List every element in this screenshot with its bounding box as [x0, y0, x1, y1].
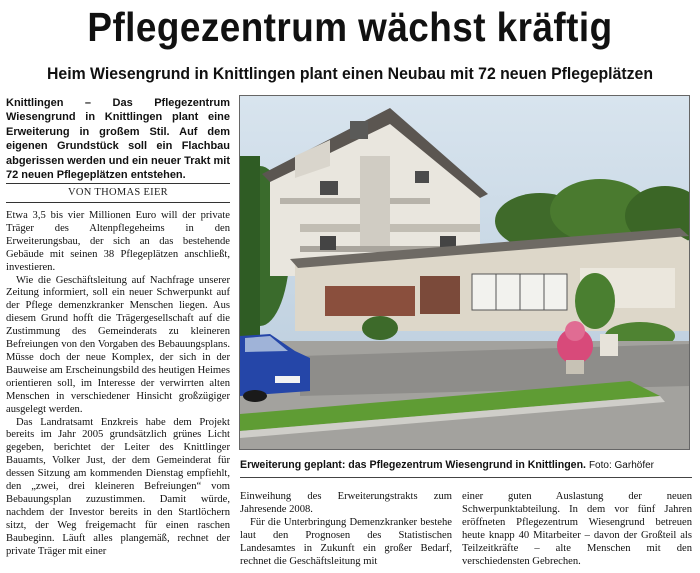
caption-text: Erweiterung geplant: das Pflegezentrum Wiesengrund in Knittlingen.: [240, 459, 586, 471]
paragraph: Das Landratsamt Enzkreis habe dem Projekt bereits im Jahr 2005 grundsätzlich grünes Licht gegeben, berichtet der Leiter des Knittlinger Bauamts, Volker Just, der dem Gemeinderat für dessen Sitzung am kommenden Dienstag empfiehlt, den „zwei, drei kleineren Befreiungen“ vom Bebauungsplan zuzustimmen. Damit würde, nachdem der Investor bereits in den Startlöchern sitzt, der Weg freigemacht für einen raschen Baubeginn. Läuft alles plangemäß, rechnet der private Träger mit einer: [6, 416, 230, 557]
article-column-3: [462, 491, 692, 573]
paragraph: Einweihung des Erweiterungstrakts zum Jahresende 2008.: [240, 491, 452, 515]
byline-rule-top: [6, 183, 230, 184]
article-column-2: [240, 491, 452, 573]
paragraph: Etwa 3,5 bis vier Millionen Euro will der private Träger des Altenpflegeheims in den Erweiterungsbau, der sich an das bestehende Gebäude mit seinen 38 Pflegeplätzen anschließt, investieren.: [6, 210, 230, 273]
byline-rule-bottom: [6, 202, 230, 203]
photo-credit: Foto: Garhöfer: [588, 460, 654, 471]
paragraph: einer guten Auslastung der neuen Schwerpunktabteilung. In dem vor fünf Jahren eröffneten Pflegezentrum Wiesengrund betreuen heute knapp 40 Mitarbeiter – davon der Großteil als Teilzeitkräfte – alte Menschen mit den verschiedensten Gebrechen.: [462, 491, 692, 567]
headline: Pflegezentrum wächst kräftig: [87, 4, 613, 50]
subheadline: Heim Wiesengrund in Knittlingen plant einen Neubau mit 72 neuen Pflegeplätzen: [47, 64, 653, 83]
article-column-1: [6, 210, 230, 572]
lead-paragraph: Knittlingen – Das Pflegezentrum Wiesengrund in Knittlingen plant eine Erweiterung in großem Stil. Auf dem eigenen Grundstück soll ein Flachbau abgerissen werden und ein neuer Trakt mit 72 neuen Pflegeplätzen entstehen.: [6, 97, 230, 182]
paragraph: Wie die Geschäftsleitung auf Nachfrage unserer Zeitung informiert, soll ein neuer Schwerpunkt auf der Pflege demenzkranker Menschen liegen. Aus diesem Grund hofft die Trägergesellschaft auf die Zustimmung des Gemeinderats zu kleineren Befreiungen von den Vorgaben des Bebauungsplans. Müsse doch der neue Komplex, der sich in der Bauweise am Erscheinungsbild des heutigen Heimes orientieren soll, im Interesse der verwirrten alten Menschen in verschiedener Hinsicht großzügiger ausgelegt werden.: [6, 274, 230, 415]
paragraph: Für die Unterbringung Demenzkranker bestehe laut den Prognosen des Statistischen Landesamtes in Zukunft ein großer Bedarf, rechnet die Geschäftsleitung mit: [240, 516, 452, 567]
photo-caption: [240, 459, 692, 471]
caption-separator: [240, 477, 692, 478]
building-photo-illustration: [240, 96, 689, 449]
article-photo: [239, 95, 690, 450]
byline: VON THOMAS EIER: [68, 187, 168, 198]
